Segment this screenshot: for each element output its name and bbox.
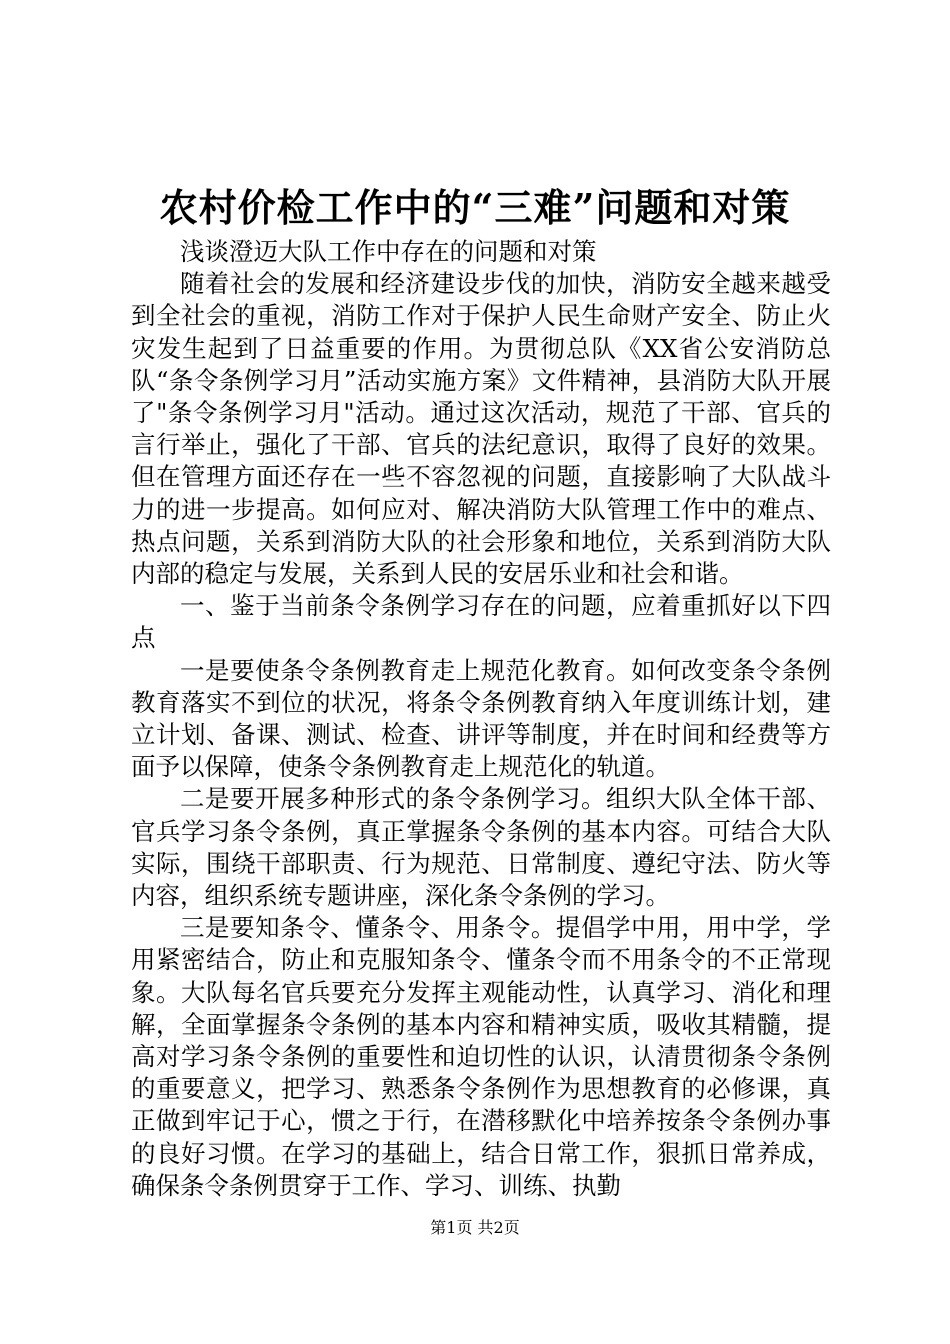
body-paragraph: 一是要使条令条例教育走上规范化教育。如何改变条令条例教育落实不到位的状况，将条令条例教育纳入年度训练计划，建立计划、备课、测试、检查、讲评等制度，并在时间和经费等方面予以保障，使条令条例教育走上规范化的轨道。 [131, 655, 831, 782]
document-body [131, 236, 831, 1202]
body-paragraph: 三是要知条令、懂条令、用条令。提倡学中用，用中学，学用紧密结合，防止和克服知条令、懂条令而不用条令的不正常现象。大队每名官兵要充分发挥主观能动性，认真学习、消化和理解，全面掌握条令条例的基本内容和精神实质，吸收其精髓，提高对学习条令条例的重要性和迫切性的认识，认清贯彻条令条例的重要意义，把学习、熟悉条令条例作为思想教育的必修课，真正做到牢记于心，惯之于行，在潜移默化中培养按条令条例办事的良好习惯。在学习的基础上，结合日常工作，狠抓日常养成，确保条令条例贯穿于工作、学习、训练、执勤 [131, 913, 831, 1200]
subtitle-paragraph: 浅谈澄迈大队工作中存在的问题和对策 [180, 237, 597, 266]
page-footer: 第1页 共2页 [430, 1218, 520, 1237]
body-paragraph: 二是要开展多种形式的条令条例学习。组织大队全体干部、官兵学习条令条例，真正掌握条令条例的基本内容。可结合大队实际，围绕干部职责、行为规范、日常制度、遵纪守法、防火等内容，组织系统专题讲座，深化条令条例的学习。 [131, 784, 831, 911]
section-heading: 一、鉴于当前条令条例学习存在的问题，应着重抓好以下四点 [131, 591, 831, 653]
document-title: 农村价检工作中的“三难”问题和对策 [159, 185, 791, 230]
body-paragraph: 随着社会的发展和经济建设步伐的加快，消防安全越来越受到全社会的重视，消防工作对于保护人民生命财产安全、防止火灾发生起到了日益重要的作用。为贯彻总队《XX省公安消防总队“条令条例学习月”活动实施方案》文件精神，县消防大队开展了"条令条例学习月"活动。通过这次活动，规范了干部、官兵的言行举止，强化了干部、官兵的法纪意识，取得了良好的效果。但在管理方面还存在一些不容忽视的问题，直接影响了大队战斗力的进一步提高。如何应对、解决消防大队管理工作中的难点、热点问题，关系到消防大队的社会形象和地位，关系到消防大队内部的稳定与发展，关系到人民的安居乐业和社会和谐。 [131, 269, 831, 589]
